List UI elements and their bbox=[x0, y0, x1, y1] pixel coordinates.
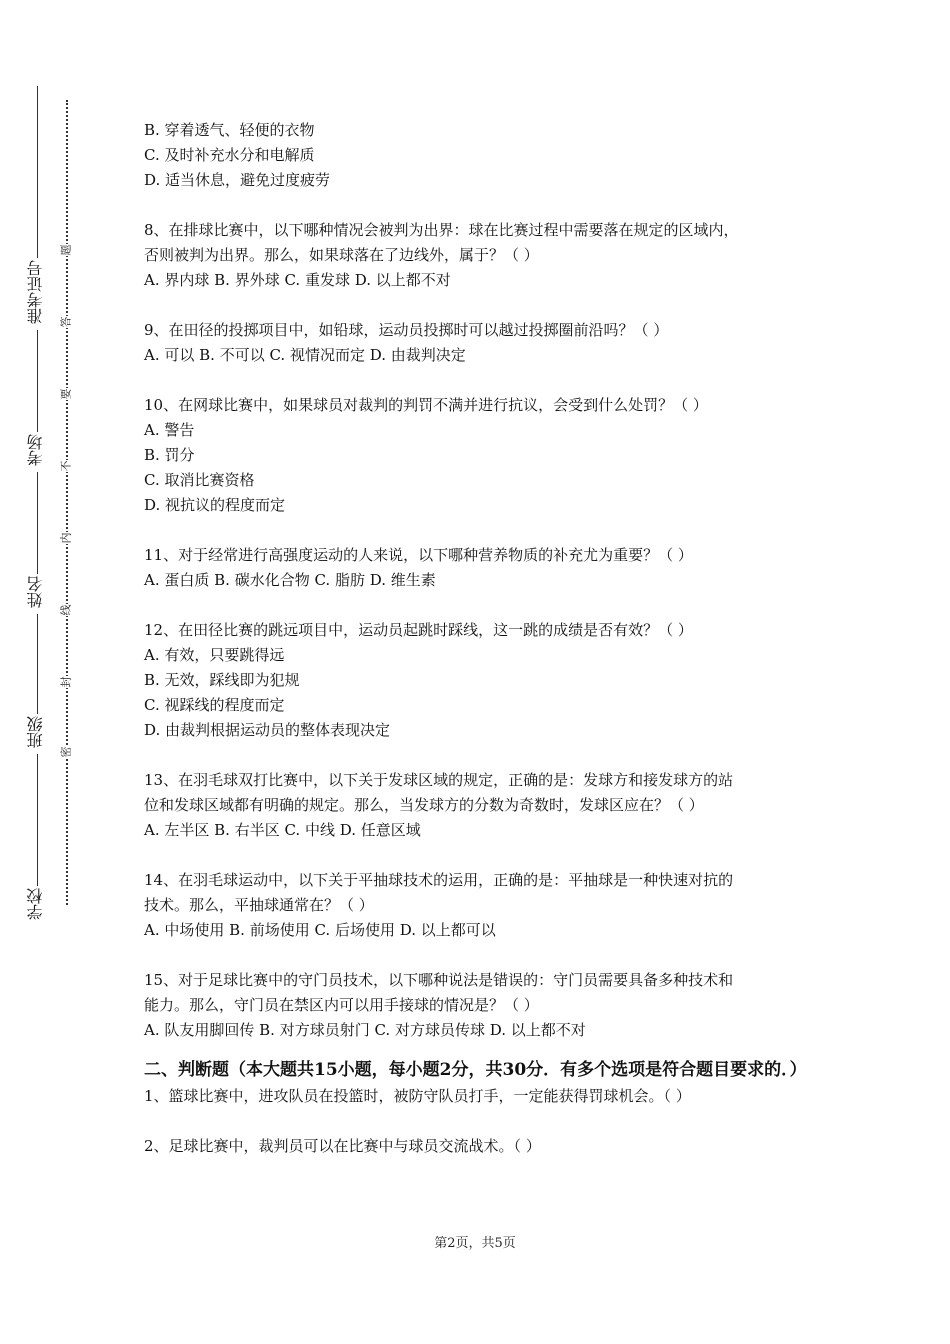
exam-content bbox=[144, 118, 810, 1159]
option-line: A. 队友用脚回传 B. 对方球员射门 C. 对方球员传球 D. 以上都不对 bbox=[144, 1021, 586, 1039]
question-text: 11、对于经常进行高强度运动的人来说，以下哪种营养物质的补充尤为重要？（ ） bbox=[144, 546, 693, 564]
binding-dotted-line bbox=[66, 100, 68, 905]
question-8 bbox=[144, 218, 810, 293]
option-line: D. 由裁判根据运动员的整体表现决定 bbox=[144, 721, 391, 739]
question-14 bbox=[144, 868, 810, 943]
seal-char: 封 bbox=[59, 676, 72, 688]
option-line: C. 视踩线的程度而定 bbox=[144, 696, 285, 714]
option-line: C. 取消比赛资格 bbox=[144, 471, 255, 489]
option-line: D. 视抗议的程度而定 bbox=[144, 496, 286, 514]
binding-solid-line bbox=[37, 86, 38, 926]
seal-char: 题 bbox=[59, 244, 72, 256]
option-line: A. 可以 B. 不可以 C. 视情况而定 D. 由裁判决定 bbox=[144, 346, 466, 364]
option-line: A. 界内球 B. 界外球 C. 重发球 D. 以上都不对 bbox=[144, 271, 451, 289]
question-15 bbox=[144, 968, 810, 1043]
seal-char: 答 bbox=[59, 316, 72, 328]
option-line: B. 无效，踩线即为犯规 bbox=[144, 671, 300, 689]
seal-char: 内 bbox=[59, 532, 72, 544]
question-10 bbox=[144, 393, 810, 518]
question-text: 能力。那么，守门员在禁区内可以用手接球的情况是？（ ） bbox=[144, 996, 539, 1014]
page-footer: 第2页，共5页 bbox=[434, 1236, 516, 1251]
field-school-label: 学校 bbox=[24, 886, 48, 926]
seal-char: 密 bbox=[59, 746, 72, 758]
option-line: D. 适当休息，避免过度疲劳 bbox=[144, 171, 331, 189]
question-text: 10、在网球比赛中，如果球员对裁判的判罚不满并进行抗议，会受到什么处罚？（ ） bbox=[144, 396, 708, 414]
question-text: 12、在田径比赛的跳远项目中，运动员起跳时踩线，这一跳的成绩是否有效？（ ） bbox=[144, 621, 693, 639]
option-line: A. 有效，只要跳得远 bbox=[144, 646, 285, 664]
seal-char: 线 bbox=[59, 604, 72, 616]
option-line: B. 罚分 bbox=[144, 446, 195, 464]
question-13 bbox=[144, 768, 810, 843]
question-text: 14、在羽毛球运动中，以下关于平抽球技术的运用，正确的是：平抽球是一种快速对抗的 bbox=[144, 871, 734, 889]
question-11 bbox=[144, 543, 810, 593]
option-line: A. 中场使用 B. 前场使用 C. 后场使用 D. 以上都可以 bbox=[144, 921, 496, 939]
seal-char: 要 bbox=[59, 388, 72, 400]
question-text: 15、对于足球比赛中的守门员技术，以下哪种说法是错误的：守门员需要具备多种技术和 bbox=[144, 971, 734, 989]
question-text: 技术。那么，平抽球通常在？（ ） bbox=[144, 896, 374, 914]
option-line: A. 左半区 B. 右半区 C. 中线 D. 任意区域 bbox=[144, 821, 421, 839]
field-name-label: 姓名 bbox=[24, 574, 48, 614]
question-12 bbox=[144, 618, 810, 743]
question-text: 9、在田径的投掷项目中，如铅球，运动员投掷时可以越过投掷圈前沿吗？（ ） bbox=[144, 321, 669, 339]
option-line: A. 警告 bbox=[144, 421, 195, 439]
true-false-item: 2、足球比赛中，裁判员可以在比赛中与球员交流战术。（ ） bbox=[144, 1137, 541, 1155]
option-line: A. 蛋白质 B. 碳水化合物 C. 脂肪 D. 维生素 bbox=[144, 571, 436, 589]
option-line: B. 穿着透气、轻便的衣物 bbox=[144, 121, 315, 139]
question-9 bbox=[144, 318, 810, 368]
true-false-item: 1、篮球比赛中，进攻队员在投篮时，被防守队员打手，一定能获得罚球机会。（ ） bbox=[144, 1087, 691, 1105]
question-text: 13、在羽毛球双打比赛中，以下关于发球区域的规定，正确的是：发球方和接发球方的站 bbox=[144, 771, 734, 789]
question-text: 否则被判为出界。那么，如果球落在了边线外，属于？（ ） bbox=[144, 246, 539, 264]
field-class-label: 班级 bbox=[24, 714, 48, 754]
question-text: 8、在排球比赛中，以下哪种情况会被判为出界：球在比赛过程中需要落在规定的区域内， bbox=[144, 221, 739, 239]
question-text: 位和发球区域都有明确的规定。那么，当发球方的分数为奇数时，发球区应在？（ ） bbox=[144, 796, 704, 814]
field-exam-room-label: 考场 bbox=[24, 432, 48, 472]
continued-options bbox=[144, 118, 810, 193]
section-2-title: 二、判断题（本大题共15小题，每小题2分，共30分．有多个选项是符合题目要求的．） bbox=[144, 1060, 807, 1080]
seal-char: 不 bbox=[59, 460, 72, 472]
option-line: C. 及时补充水分和电解质 bbox=[144, 146, 315, 164]
field-exam-id-label: 准考证号 bbox=[24, 258, 48, 330]
